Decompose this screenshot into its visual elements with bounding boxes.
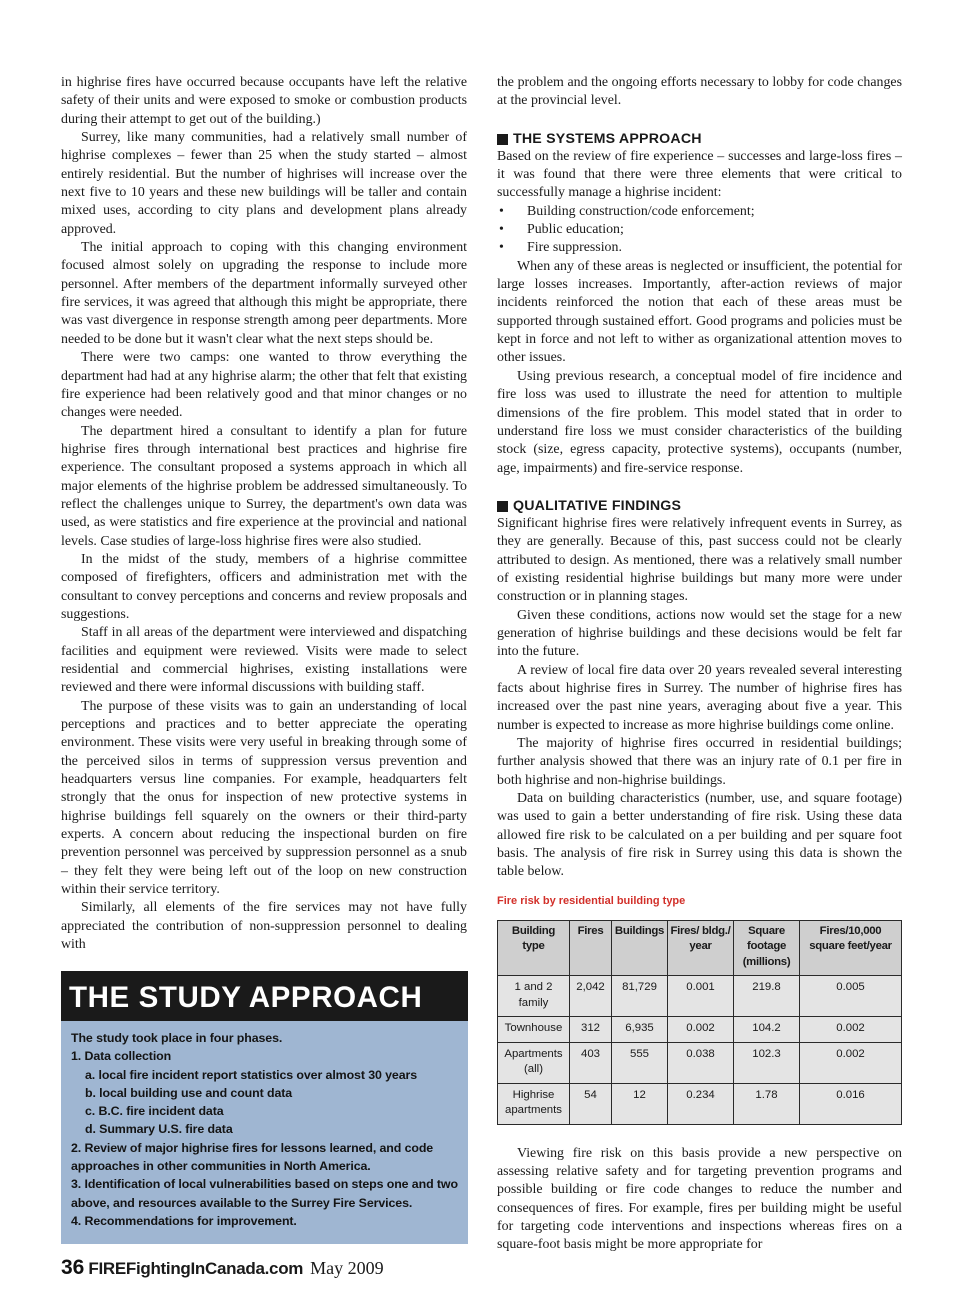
table-header-cell: Square footage (millions) <box>734 920 800 976</box>
bullet-item: • Public education; <box>497 221 902 239</box>
body-paragraph: Given these conditions, actions now would set the stage for a new generation of highrise buildings and these decisions would be felt far into the future. <box>497 607 902 660</box>
body-paragraph: Staff in all areas of the department were interviewed and dispatching facilities and equipment were reviewed. Visits were made to select residential and commercial highrises, existing installations were reviewed and there were informal discussions with building staff. <box>61 625 467 696</box>
square-bullet-icon <box>497 501 508 512</box>
table-row <box>498 1017 902 1043</box>
table-cell: Apartments (all) <box>498 1042 570 1083</box>
page-footer <box>61 1256 384 1286</box>
table-cell: 403 <box>570 1042 612 1083</box>
table-header-cell: Fires/ bldg./ year <box>668 920 734 976</box>
study-approach-title: THE STUDY APPROACH <box>61 971 468 1021</box>
table-cell: 0.002 <box>800 1042 902 1083</box>
table-cell: 1.78 <box>734 1083 800 1124</box>
study-phase: 4. Recommendations for improvement. <box>71 1213 297 1228</box>
table-header-cell: Building type <box>498 920 570 976</box>
table-cell: Townhouse <box>498 1017 570 1043</box>
body-paragraph: Surrey, like many communities, had a relatively small number of highrise complexes – fewer than 25 when the study started – almost entirely residential. But the number of highrises will increase over the next five to 10 years and these new buildings will be taller and contain mixed uses, according to city plans and development plans already approved. <box>61 130 467 237</box>
table-cell: 54 <box>570 1083 612 1124</box>
body-paragraph: The majority of highrise fires occurred in residential buildings; further analysis showed that there was an injury rate of 0.1 per fire in both highrise and non-highrise buildings. <box>497 736 902 788</box>
table-cell: 102.3 <box>734 1042 800 1083</box>
issue-date: May 2009 <box>310 1258 384 1278</box>
body-paragraph: in highrise fires have occurred because occupants have left the relative safety of their units and were exposed to smoke or combustion products during their attempt to get out of the building.) <box>61 75 467 127</box>
table-title: Fire risk by residential building type <box>497 894 686 907</box>
section-heading-text: THE SYSTEMS APPROACH <box>513 130 702 147</box>
left-column <box>61 74 467 955</box>
body-paragraph: Similarly, all elements of the fire services may not have fully appreciated the contribution of non-suppression personnel to dealing with <box>61 900 467 953</box>
table-cell: 0.002 <box>668 1017 734 1043</box>
table-cell: 81,729 <box>612 976 668 1017</box>
study-approach-body <box>61 1021 468 1230</box>
study-phase: 1. Data collection <box>71 1049 172 1064</box>
table-header-cell: Fires/10,000 square feet/year <box>800 920 902 976</box>
study-sub-item: d. Summary U.S. fire data <box>85 1122 233 1137</box>
section-heading-qualitative <box>497 498 902 515</box>
table-cell: 1 and 2 family <box>498 976 570 1017</box>
square-bullet-icon <box>497 134 508 145</box>
table-row <box>498 1083 902 1124</box>
bullet-item: • Fire suppression. <box>497 239 902 257</box>
body-paragraph: Based on the review of fire experience – successes and large-loss fires – it was found that there were three elements that were critical to successfully manage a highrise incident: <box>497 148 902 201</box>
table-header-cell: Buildings <box>612 920 668 976</box>
study-sub-item: c. B.C. fire incident data <box>85 1104 224 1119</box>
study-sub-item: a. local fire incident report statistics over almost 30 years <box>85 1067 418 1082</box>
table-cell: 0.038 <box>668 1042 734 1083</box>
table-cell: 12 <box>612 1083 668 1124</box>
table-cell: 312 <box>570 1017 612 1043</box>
section-heading-systems <box>497 131 902 148</box>
right-column <box>497 74 902 1255</box>
table-cell: 555 <box>612 1042 668 1083</box>
study-phase: 2. Review of major highrise fires for lessons learned, and code approaches in other communities in North America. <box>71 1140 434 1174</box>
table-cell: 0.016 <box>800 1083 902 1124</box>
table-cell: 219.8 <box>734 976 800 1017</box>
bullet-item: • Building construction/code enforcement; <box>497 203 902 221</box>
body-paragraph: A review of local fire data over 20 years revealed several interesting facts about highrise fires in Surrey. The number of highrise fires has increased over the past nine years, averaging about five a year. This number is expected to increase as more highrise buildings come online. <box>497 662 902 733</box>
body-paragraph: Data on building characteristics (number, use, and square footage) was used to gain a better understanding of fire risk. Using these data allowed fire risk to be calculated on a per building and per square foot basis. The analysis of fire risk in Surrey using this data is shown the table below. <box>497 791 902 880</box>
fire-risk-table <box>497 920 902 1125</box>
study-sub-item: b. local building use and count data <box>85 1085 293 1100</box>
body-paragraph: Using previous research, a conceptual model of fire incidence and fire loss was used to illustrate the need for attention to multiple dimensions of the fire problem. This model stated that in order to understand fire loss we must consider characteristics of the building stock (size, egress capacity, protective systems), occupants (number, age, impairments) and fire-service response. <box>497 368 902 476</box>
table-cell: 0.002 <box>800 1017 902 1043</box>
page-number: 36 <box>61 1256 85 1279</box>
table-header-cell: Fires <box>570 920 612 976</box>
table-header-row <box>498 920 902 976</box>
table-cell: 0.234 <box>668 1083 734 1124</box>
body-paragraph: Significant highrise fires were relatively infrequent events in Surrey, as they are generally. Because of this, past success could not be clearly attributed to design. As mentioned, there was a relatively small number of existing residential highrise buildings but many more were under construction or in planning stages. <box>497 515 902 605</box>
publication-site: FIREFightingInCanada.com <box>88 1259 304 1278</box>
body-paragraph: In the midst of the study, members of a highrise committee composed of firefighters, officers and administration met with the consultant to convey perceptions and concerns and review proposals and suggestions. <box>61 551 467 622</box>
table-row <box>498 1042 902 1083</box>
table-cell: 0.001 <box>668 976 734 1017</box>
bullet-list <box>497 203 902 258</box>
table-row <box>498 976 902 1017</box>
body-paragraph: When any of these areas is neglected or insufficient, the potential for large losses increases. Importantly, after-action reviews of major incidents reinforced the notion that each of these areas must be supported through sustained effort. Good programs and policies must be kept in force and not left to wither as organizational attention moves to other issues. <box>497 258 902 366</box>
body-paragraph: The initial approach to coping with this changing environment focused almost solely on upgrading the response to include more personnel. After members of the department informally surveyed other fire services, it was agreed that although this might be appropriate, there was vast divergence in response strength among peer departments. More needed to be done but it wasn't clear what the next steps should be. <box>61 240 467 347</box>
table-cell: 104.2 <box>734 1017 800 1043</box>
body-paragraph: The department hired a consultant to identify a plan for future highrise fires through international best practices and highrise fire experience. The consultant proposed a systems approach in which all major elements of the highrise problem be addressed simultaneously. To reflect the challenges unique to Surrey, the department's own data was used, as were statistics and fire experience at the provincial and national levels. Case studies of large-loss highrise fires were also studied. <box>61 423 467 549</box>
body-paragraph: The purpose of these visits was to gain an understanding of local perceptions and practices and to better appreciate the operating environment. These visits were very useful in breaking through some of the perceived silos in terms of suppression versus prevention and headquarters versus line companies. For example, headquarters felt strongly that the onus for inspection of new protective systems in highrise buildings fell squarely on the owners or their third-party experts. A concern about reducing the inspectional burden on fire prevention personnel was perceived by suppression personnel as a snub – they felt they were being left out of the loop on new construction within their service territory. <box>61 698 467 898</box>
table-cell: Highrise apartments <box>498 1083 570 1124</box>
body-paragraph: There were two camps: one wanted to throw everything the department had had at any highrise alarm; the other that felt that existing fire experience had been relatively good and that minor changes or no changes were needed. <box>61 350 467 421</box>
study-intro: The study took place in four phases. <box>71 1031 283 1045</box>
body-paragraph: the problem and the ongoing efforts necessary to lobby for code changes at the provincial level. <box>497 75 902 109</box>
section-heading-text: QUALITATIVE FINDINGS <box>513 497 682 514</box>
table-cell: 2,042 <box>570 976 612 1017</box>
table-cell: 0.005 <box>800 976 902 1017</box>
study-approach-sidebar <box>61 971 468 1244</box>
study-phase: 3. Identification of local vulnerabilities based on steps one and two above, and resources available to the Surrey Fire Services. <box>71 1177 458 1210</box>
table-cell: 6,935 <box>612 1017 668 1043</box>
body-paragraph: Viewing fire risk on this basis provide a new perspective on assessing relative safety and for targeting prevention programs and possible building or fire code changes to reduce the number and consequences of fires. For example, fires per building might be useful for targeting code interventions and inspections whereas fires on a square-foot basis might be more appropriate for <box>497 1145 902 1253</box>
